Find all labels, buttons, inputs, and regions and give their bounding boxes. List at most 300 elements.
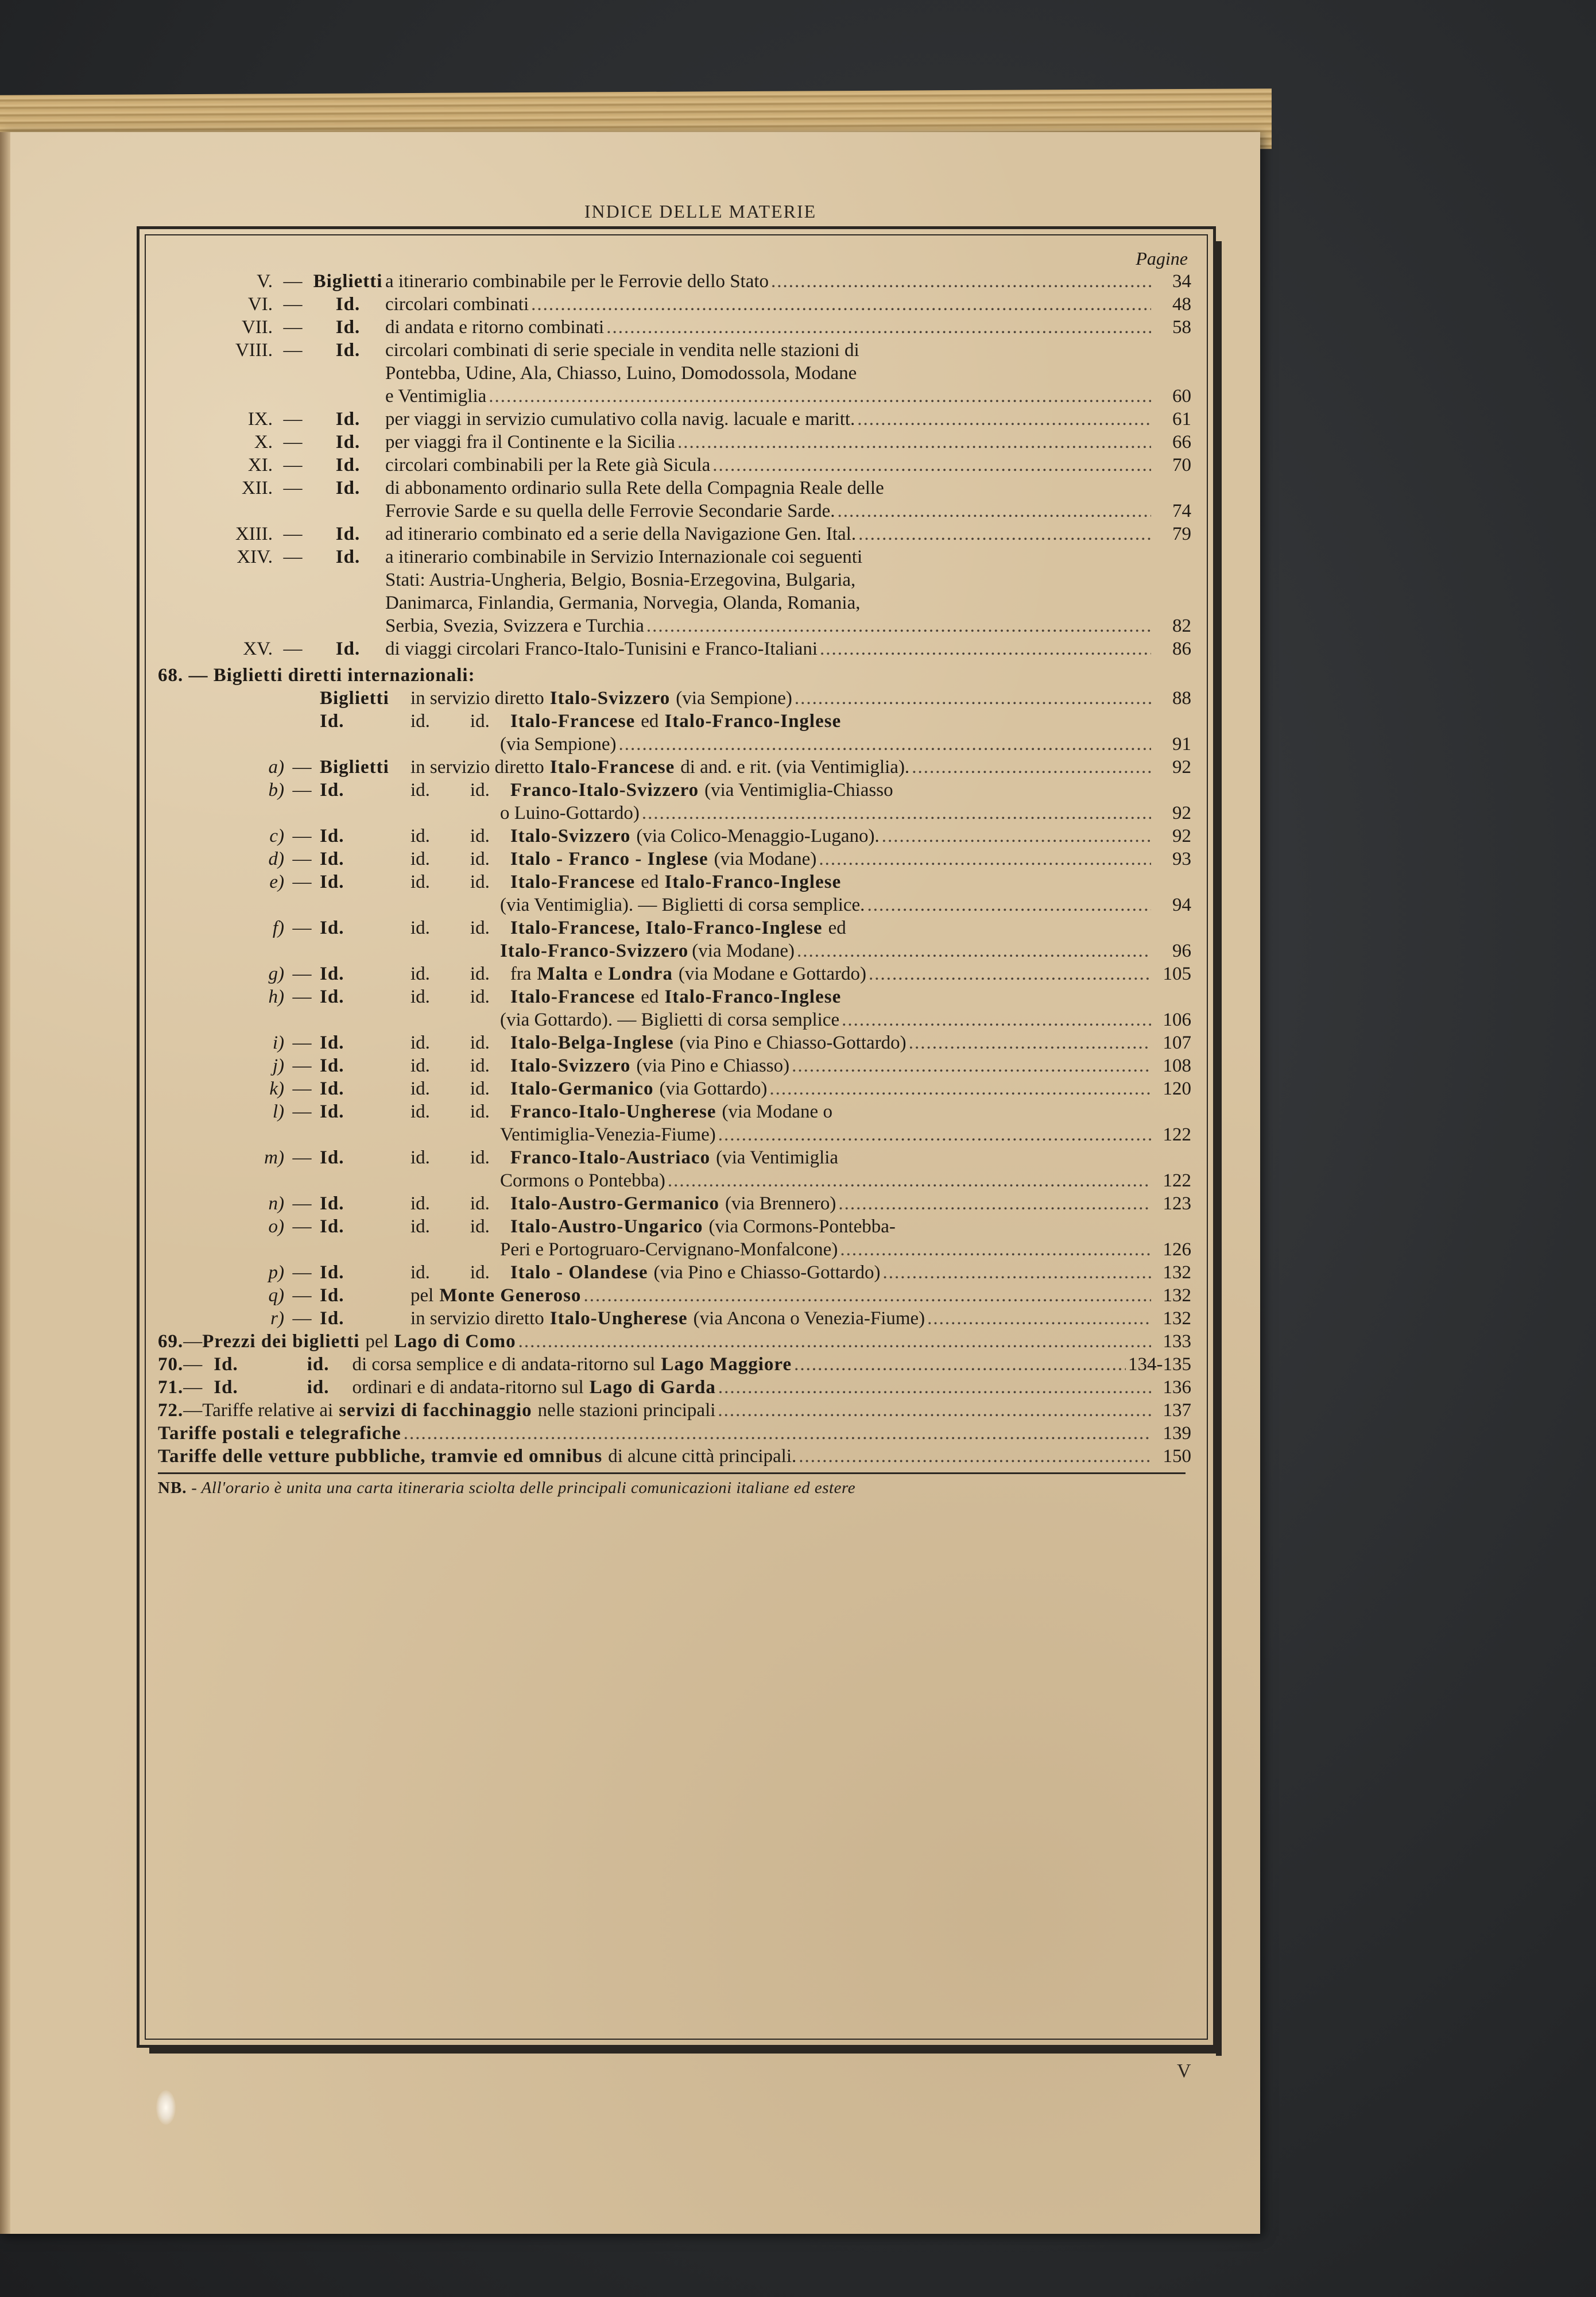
dot-leader [718,1399,1151,1422]
page-col [1153,939,1191,962]
paper-stain [156,2090,176,2125]
entry-label: Id. [335,455,361,475]
row-lead [158,1031,410,1054]
id-ref: id. [470,1262,490,1283]
leader-line [385,523,1153,546]
dot-leader [820,637,1151,660]
index-row [158,408,1191,431]
leader-line [410,939,1153,962]
service-name: Italo-Ungherese [549,1308,688,1329]
id-ref: id. [470,1078,490,1099]
tail-entries [158,1330,1191,1468]
entry-text-line [410,1100,1153,1123]
section-68-number: 68. [158,665,184,686]
item-letter: r) [270,1308,284,1329]
page-number: 132 [1163,1308,1191,1329]
entry-label: Id. [335,340,361,361]
id-ref: id. [410,1033,430,1053]
dot-leader [583,1284,1151,1307]
entry-text: ordinari e di andata-ritorno sul [352,1377,584,1398]
entry-description [410,1215,1153,1261]
entry-description [385,637,1153,660]
entry-text-cont: Peri e Portogruaro-Cervignano-Monfalcone) [500,1239,838,1260]
entry-dash: — [283,294,303,315]
page-col [1153,454,1191,477]
index-row-68 [158,962,1191,985]
entry-description [410,1054,1153,1077]
entry-dash: — [183,1354,203,1375]
entry-label: Id. [320,872,344,892]
leader-line [410,962,1153,985]
entry-number: VI. [247,294,273,315]
entry-text-line [410,917,1153,939]
entry-dash: — [283,547,303,567]
leader-line [410,1077,1153,1100]
dot-leader [718,1123,1151,1146]
entry-description [385,408,1153,431]
page-col [1153,1054,1191,1077]
item-letter: h) [268,987,284,1007]
leader-line [410,1054,1153,1077]
entry-description [158,1353,1128,1376]
index-row [158,523,1191,546]
page-number: 105 [1163,964,1191,984]
row-lead [158,1077,410,1100]
service-detail: (via Modane) [714,849,817,869]
service-detail: (via Brennero) [725,1193,836,1214]
page-number: 132 [1163,1285,1191,1306]
entry-label: Id. [335,524,361,544]
service-name-2: Italo-Franco-Inglese [664,987,842,1007]
entry-dash: — [292,918,312,938]
index-row-68 [158,1146,1191,1192]
id-ref: id. [410,1262,430,1283]
entry-description [410,1192,1153,1215]
entry-label: Id. [320,826,344,846]
page-number: 120 [1163,1078,1191,1099]
page-col [1153,1238,1191,1261]
id-ref: id. [410,711,430,732]
entry-number: 72. [158,1400,184,1421]
leader-line [158,1353,1128,1376]
page-col [1153,1008,1191,1031]
entry-number: XI. [247,455,273,475]
leader-line [410,825,1153,848]
index-row-68 [158,871,1191,917]
id-ref: id. [470,918,490,938]
dot-leader [912,756,1151,779]
service-detail: ed [641,872,659,892]
service-name: Italo-Germanico [510,1078,654,1099]
dot-leader [795,687,1151,710]
leader-line [158,1422,1153,1445]
service-name: Italo-Belga-Inglese [510,1033,674,1053]
service-name: Franco-Italo-Svizzero [510,780,699,801]
row-lead [158,779,410,802]
page-number: 79 [1172,524,1191,544]
page-number: 74 [1172,501,1191,521]
row-lead [158,917,410,939]
page-number: 150 [1163,1446,1191,1467]
index-row-68 [158,848,1191,871]
index-row-68 [158,1077,1191,1100]
service-name: Lago di Como [394,1331,516,1352]
entry-dash: — [283,639,303,659]
service-name: Lago Maggiore [661,1354,792,1375]
dot-leader [771,270,1151,293]
service-text: in servizio diretto [410,1308,544,1329]
page-number: 123 [1163,1193,1191,1214]
page-number: 70 [1172,455,1191,475]
item-letter: d) [268,849,284,869]
entry-text: circolari combinabili per la Rete già Sicula [385,455,711,475]
entry-description [385,316,1153,339]
index-row-68 [158,779,1191,825]
entry-text-line [410,779,1153,802]
index-row-tail [158,1330,1191,1353]
row-lead [158,962,410,985]
page-gutter [0,132,10,2234]
service-name: Malta [537,964,588,984]
index-row-68 [158,985,1191,1031]
service-detail-cont: (via Modane) [692,941,795,961]
dot-leader [792,1054,1151,1077]
entry-dash: — [283,455,303,475]
index-row [158,477,1191,523]
leader-line [410,1169,1153,1192]
entry-text-cont: Ventimiglia-Venezia-Fiume) [500,1124,716,1145]
service-detail: (via Pino e Chiasso-Gottardo) [679,1033,907,1053]
page-number: 61 [1172,409,1191,430]
leader-line [410,1307,1153,1330]
id-ref: id. [470,1147,490,1168]
entry-number: VII. [241,317,273,338]
item-letter: b) [268,780,284,801]
id-ref: id. [470,964,490,984]
index-row-68 [158,756,1191,779]
entry-description [410,710,1153,756]
service-detail: di and. e rit. (via Ventimiglia). [680,757,910,778]
dot-leader [606,316,1151,339]
leader-line [158,1445,1153,1468]
entry-label: Id. [320,1193,344,1214]
entry-label: Biglietti [320,757,389,778]
item-letter: o) [268,1216,284,1237]
id-ref: id. [410,780,430,801]
frame-shadow-bottom [149,2048,1222,2054]
entry-number: V. [257,271,273,292]
entry-dash: — [283,524,303,544]
entry-label: Id. [335,432,361,453]
roman-entries [158,270,1191,660]
id-ref: id. [410,987,430,1007]
page-col [1153,1307,1191,1330]
folio-number: V [1177,2060,1191,2082]
page-number: 107 [1163,1033,1191,1053]
service-detail: (via Ventimiglia-Chiasso [704,780,893,801]
row-lead [158,1054,410,1077]
entry-dash: — [183,1331,203,1352]
row-lead [158,1192,410,1215]
leader-line [410,1192,1153,1215]
entry-dash: — [292,849,312,869]
entry-label: Id. [320,1033,344,1053]
entry-description [410,1146,1153,1192]
service-name-2: Italo-Franco-Inglese [664,711,842,732]
entry-dash: — [292,1193,312,1214]
row-lead [158,687,410,710]
id-ref: id. [470,1101,490,1122]
leader-line [410,687,1153,710]
entry-label: Id. [335,409,361,430]
dot-leader [619,733,1151,756]
entry-number: X. [254,432,273,453]
entry-description [158,1376,1153,1399]
entry-text: nelle stazioni principali [537,1400,716,1421]
entry-text-line: Pontebba, Udine, Ala, Chiasso, Luino, Domodossola, Modane [385,363,857,384]
service-name: Monte Generoso [439,1285,582,1306]
leader-line [385,431,1153,454]
entry-description [410,962,1153,985]
row-lead [158,756,410,779]
service-name: Italo - Olandese [510,1262,648,1283]
index-row-68 [158,1261,1191,1284]
entry-description [158,1330,1153,1353]
entry-description [410,756,1153,779]
entry-description [158,1445,1153,1468]
id-ref: id. [410,1101,430,1122]
id-ref: id. [410,1193,430,1214]
index-row-tail [158,1353,1191,1376]
entry-text: pel [365,1331,389,1352]
page-number: 94 [1172,895,1191,915]
index-row [158,431,1191,454]
entry-text: di corsa semplice e di andata-ritorno sul [352,1354,656,1375]
entry-dash: — [283,432,303,453]
dot-leader [883,1261,1151,1284]
service-name: Italo-Svizzero [510,826,631,846]
dot-leader [909,1031,1151,1054]
item-letter: a) [268,757,284,778]
dot-leader [489,385,1151,408]
page-col [1153,385,1191,408]
index-row [158,339,1191,408]
entry-number: 69. [158,1331,184,1352]
item-letter: k) [269,1078,284,1099]
entry-dash: — [183,1377,203,1398]
id-ref: id. [410,918,430,938]
leader-line [385,500,1153,523]
entry-text-cont: (via Sempione) [500,734,617,755]
service-detail: (via Modane o [722,1101,832,1122]
row-lead [158,1146,410,1169]
page-number: 66 [1172,432,1191,453]
entry-label: Id. [320,1285,344,1306]
page-number: 82 [1172,616,1191,636]
entry-description [385,339,1153,408]
entry-number: 70. [158,1354,184,1375]
item-letter: g) [268,964,284,984]
entry-description [385,431,1153,454]
row-lead [158,1307,410,1330]
dot-leader [840,1238,1151,1261]
id-ref: id. [470,1055,490,1076]
id-ref: id. [410,872,430,892]
item-letter: p) [268,1262,284,1283]
id-ref: id. [470,872,490,892]
entry-dash: — [292,826,312,846]
entry-title: Tariffe relative ai [202,1400,334,1421]
page-col [1153,1031,1191,1054]
service-name: Italo-Austro-Ungarico [510,1216,703,1237]
entry-dash: — [292,780,312,801]
page-col [1153,1123,1191,1146]
page-number: 132 [1163,1262,1191,1283]
nb-note [158,1472,1186,1499]
entry-description [410,1307,1153,1330]
entry-description [410,1284,1153,1307]
entry-number: XII. [241,478,273,498]
service-detail: (via Pino e Chiasso) [636,1055,790,1076]
index-row [158,454,1191,477]
dot-leader [819,848,1151,871]
leader-line [385,637,1153,660]
leader-line [385,385,1153,408]
entry-description [410,871,1153,917]
page-col [1153,500,1191,523]
id-ref: id. [470,1216,490,1237]
leader-line [410,733,1153,756]
entry-label: Id. [320,1308,344,1329]
service-name: Franco-Italo-Ungherese [510,1101,716,1122]
entry-label: Biglietti [313,271,383,292]
entry-text-cont: o Luino-Gottardo) [500,803,640,823]
entry-dash: — [292,1101,312,1122]
entry-description [410,1077,1153,1100]
entry-label: Id. [320,1216,344,1237]
service-detail: (via Gottardo) [659,1078,768,1099]
page-col [1153,894,1191,917]
entry-dash: — [292,964,312,984]
leader-line [410,756,1153,779]
service-name: Italo-Francese, Italo-Franco-Inglese [510,918,823,938]
page-col [1153,962,1191,985]
dot-leader [794,1353,1126,1376]
leader-line [410,1261,1153,1284]
id-ref: id. [410,1147,430,1168]
dot-leader [797,939,1151,962]
entry-description [410,825,1153,848]
item-letter: n) [268,1193,284,1214]
page-col [1153,614,1191,637]
entry-dash: — [292,757,312,778]
entry-label: Id. [320,711,344,732]
dot-leader [927,1307,1151,1330]
page-col [1153,825,1191,848]
page-number: 93 [1172,849,1191,869]
entry-dash: — [292,987,312,1007]
entry-label: Id. [335,547,361,567]
page-number: 134-135 [1128,1354,1191,1375]
entry-number: XIII. [235,524,273,544]
page-number: 96 [1172,941,1191,961]
index-row-68 [158,1100,1191,1146]
item-letter: m) [264,1147,284,1168]
leader-line [410,802,1153,825]
leader-line [410,1238,1153,1261]
entry-label: Id. [320,1101,344,1122]
id-ref: id. [470,1033,490,1053]
index-row-tail [158,1376,1191,1399]
service-name: Italo - Franco - Inglese [510,849,708,869]
item-letter: e) [269,872,284,892]
service-detail: (via Ventimiglia [716,1147,839,1168]
page-col [1153,756,1191,779]
entry-dash: — [292,1033,312,1053]
entry-text-line [410,710,1153,733]
dot-leader [837,500,1151,523]
page-col [1153,1169,1191,1192]
service-name-2: Londra [608,964,673,984]
page-number: 88 [1172,688,1191,709]
entry-title: Tariffe delle vetture pubbliche, tramvie ed omnibus [158,1446,603,1467]
leader-line [385,454,1153,477]
leader-line [158,1399,1153,1422]
service-name: Lago di Garda [589,1377,716,1398]
entry-label: Id. [320,918,344,938]
id-ref: id. [470,1193,490,1214]
entry-description [410,1261,1153,1284]
entry-description [385,477,1153,523]
prefix-text: fra [510,964,532,984]
entry-dash: — [292,1262,312,1283]
id-ref: id. [470,987,490,1007]
entry-text-line: Danimarca, Finlandia, Germania, Norvegia, Olanda, Romania, [385,593,861,613]
entry-dash: — [283,271,303,292]
entry-description [410,779,1153,825]
entry-text-line [410,1146,1153,1169]
index-row-tail [158,1399,1191,1422]
entry-label: Id. [320,1078,344,1099]
entry-title: Id. [214,1377,238,1398]
entry-dash: — [283,409,303,430]
entry-description [410,1100,1153,1146]
index-row-68 [158,710,1191,756]
page-col [1153,293,1191,316]
service-text: in servizio diretto [410,688,544,709]
frame-shadow-right [1216,241,1222,2056]
entry-dash: — [292,1078,312,1099]
entry-text-cont: (via Gottardo). — Biglietti di corsa semplice [500,1010,840,1030]
dot-leader [718,1376,1151,1399]
page-col [1153,1261,1191,1284]
item-letter: l) [272,1101,284,1122]
item-letter: c) [269,826,284,846]
entry-number: IX. [247,409,273,430]
service-detail: ed [641,987,659,1007]
service-detail: (via Cormons-Pontebba- [708,1216,896,1237]
entry-text-last: Serbia, Svezia, Svizzera e Turchia [385,616,644,636]
id-ref: id. [470,711,490,732]
page-number: 139 [1163,1423,1191,1444]
section-68-heading: 68. — Biglietti diretti internazionali: [158,665,475,686]
entry-dash: — [292,1285,312,1306]
pagine-label: Pagine [1136,248,1188,269]
service-detail: (via Pino e Chiasso-Gottardo) [653,1262,881,1283]
page-number: 122 [1163,1124,1191,1145]
page-col [1153,1192,1191,1215]
entry-number: XV. [243,639,273,659]
